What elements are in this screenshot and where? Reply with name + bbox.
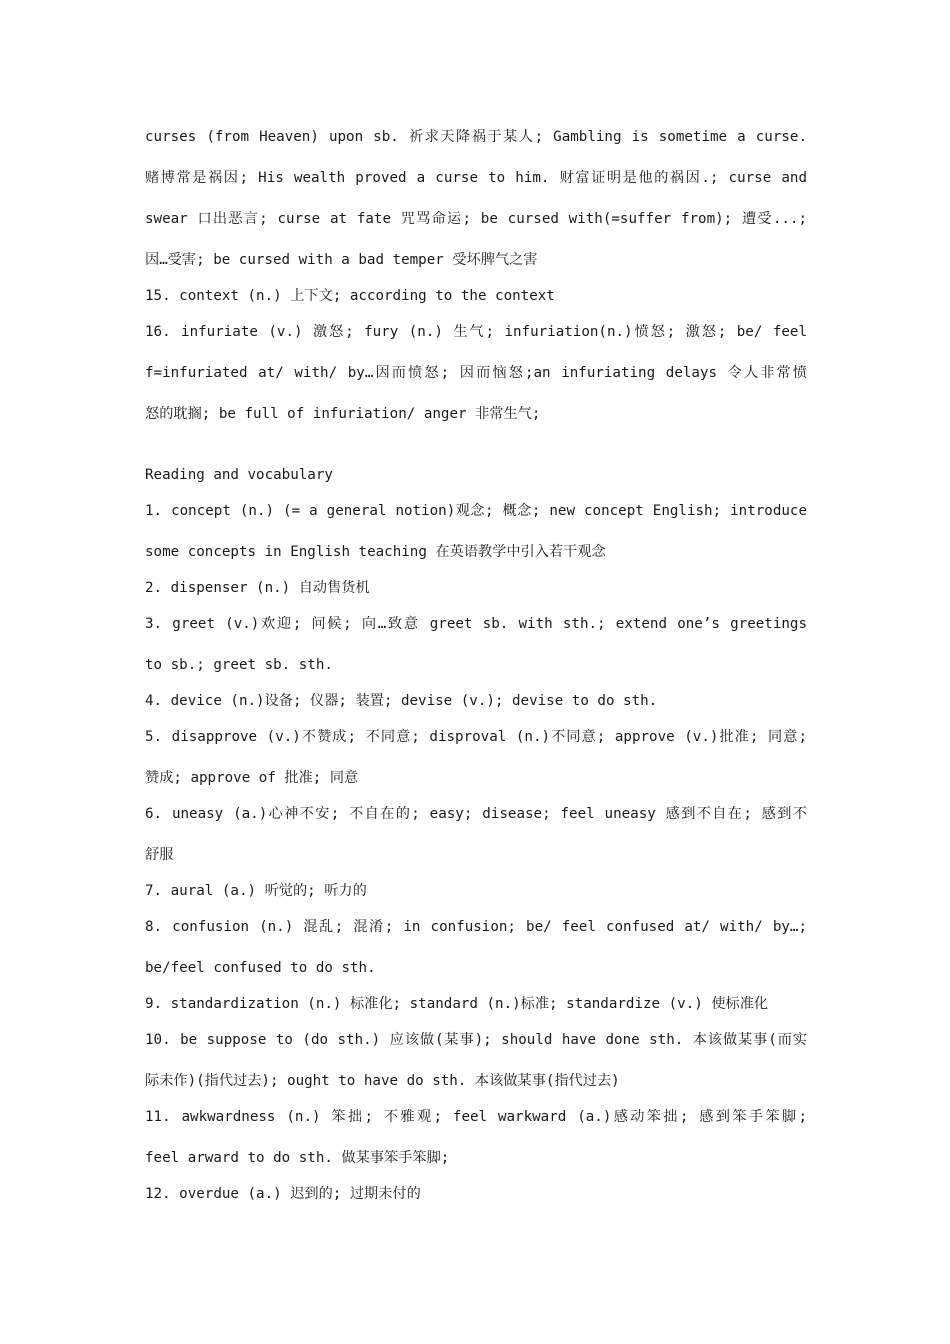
text-line: 赞成; approve of 批准; 同意: [145, 770, 359, 786]
text-line: 16. infuriate (v.) 激怒; fury (n.) 生气; infuriation(n.)愤怒; 激怒; be/ feel: [145, 324, 807, 340]
text-line: 怒的耽搁; be full of infuriation/ anger 非常生气;: [145, 406, 541, 422]
text-line: 11. awkwardness (n.) 笨拙; 不雅观; feel warkward (a.)感动笨拙; 感到笨手笨脚;: [145, 1109, 807, 1125]
text-line: swear 口出恶言; curse at fate 咒骂命运; be cursed with(=suffer from); 遭受...;: [145, 211, 807, 227]
text-line: 赌博常是祸因; His wealth proved a curse to him. 财富证明是他的祸因.; curse and: [145, 170, 807, 186]
text-line: 8. confusion (n.) 混乱; 混淆; in confusion; be/ feel confused at/ with/ by…;: [145, 919, 807, 935]
text-line: curses (from Heaven) upon sb. 祈求天降祸于某人; Gambling is sometime a curse.: [145, 129, 807, 145]
text-line: 9. standardization (n.) 标准化; standard (n.)标准; standardize (v.) 使标准化: [145, 996, 769, 1012]
text-line: 4. device (n.)设备; 仪器; 装置; devise (v.); devise to do sth.: [145, 693, 658, 709]
text-line: 际未作)(指代过去); ought to have do sth. 本该做某事(指代过去): [145, 1073, 620, 1089]
text-line: be/feel confused to do sth.: [145, 960, 376, 976]
text-line: 6. uneasy (a.)心神不安; 不自在的; easy; disease; feel uneasy 感到不自在; 感到不: [145, 806, 807, 822]
text-line: 1. concept (n.) (= a general notion)观念; 概念; new concept English; introduce: [145, 503, 807, 519]
text-line: to sb.; greet sb. sth.: [145, 657, 333, 673]
section-heading: Reading and vocabulary: [145, 467, 333, 483]
text-line: 2. dispenser (n.) 自动售货机: [145, 580, 370, 596]
text-line: 10. be suppose to (do sth.) 应该做(某事); should have done sth. 本该做某事(而实: [145, 1032, 807, 1048]
text-line: some concepts in English teaching 在英语教学中引入若干观念: [145, 544, 606, 560]
text-line: f=infuriated at/ with/ by…因而愤怒; 因而恼怒;an infuriating delays 令人非常愤: [145, 365, 807, 381]
text-line: 15. context (n.) 上下文; according to the context: [145, 288, 555, 304]
text-line: 7. aural (a.) 听觉的; 听力的: [145, 883, 367, 899]
text-line: feel arward to do sth. 做某事笨手笨脚;: [145, 1150, 450, 1166]
text-line: 舒服: [145, 847, 174, 863]
text-line: 3. greet (v.)欢迎; 问候; 向…致意 greet sb. with sth.; extend one’s greetings: [145, 616, 807, 632]
text-line: 12. overdue (a.) 迟到的; 过期未付的: [145, 1186, 421, 1202]
text-line: 因…受害; be cursed with a bad temper 受坏脾气之害: [145, 252, 538, 268]
text-line: 5. disapprove (v.)不赞成; 不同意; disproval (n.)不同意; approve (v.)批准; 同意;: [145, 729, 807, 745]
